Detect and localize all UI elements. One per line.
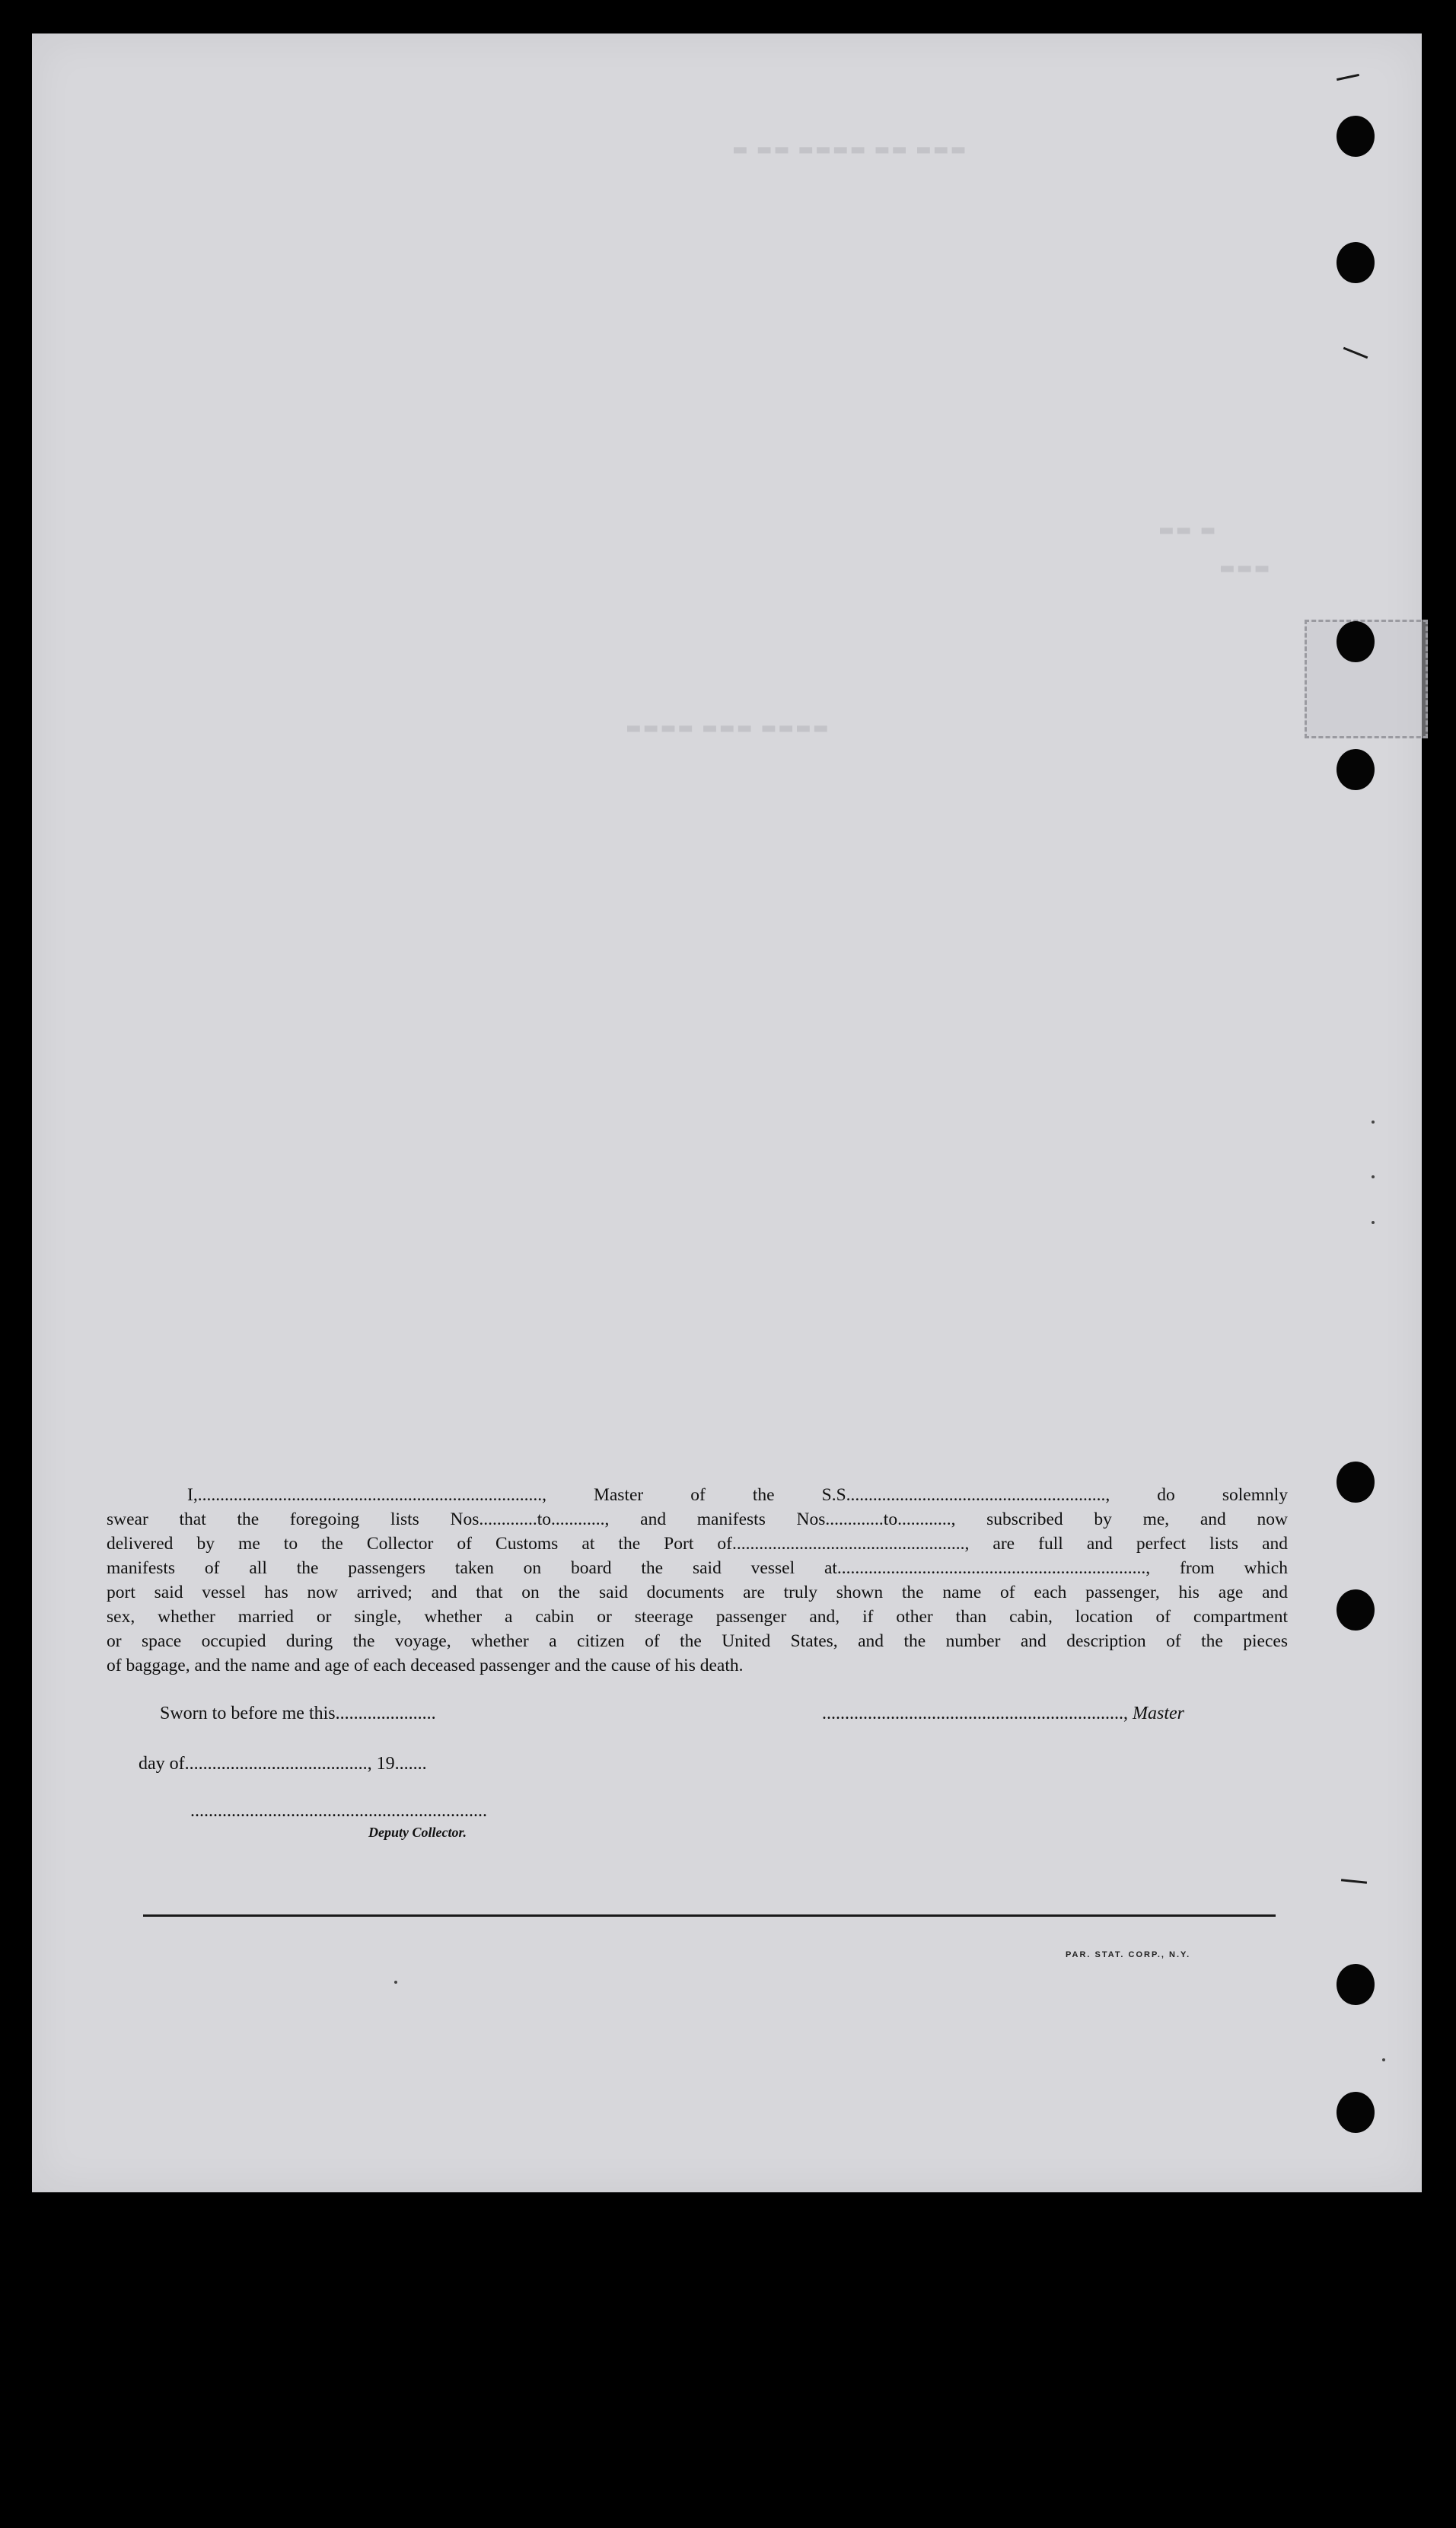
punch-hole <box>1337 621 1375 662</box>
edge-dot <box>1382 2058 1385 2061</box>
bleed-through-mark: ▬▬ ▬ <box>1158 521 1218 540</box>
oath-line: delivered by me to the Collector of Customs at the Port of...................................................., are full and perfect lists and <box>107 1534 1288 1554</box>
edge-dot <box>1372 1221 1375 1224</box>
edge-dot <box>1372 1121 1375 1124</box>
bleed-through-mark: ▬ ▬▬ ▬▬▬▬ ▬▬ ▬▬▬ <box>732 140 968 159</box>
sworn-before-line: Sworn to before me this...................... <box>160 1704 436 1723</box>
edge-dot <box>394 1981 397 1984</box>
printer-imprint: PAR. STAT. CORP., N.Y. <box>1066 1950 1191 1959</box>
edge-tick <box>1337 74 1359 81</box>
oath-line: or space occupied during the voyage, whether a citizen of the United States, and the number and description of the pieces <box>107 1631 1288 1651</box>
punch-hole <box>1337 2092 1375 2133</box>
edge-tick <box>1341 1879 1367 1884</box>
punch-hole <box>1337 749 1375 790</box>
master-signature-dots: .................................................................., <box>822 1704 1128 1723</box>
deputy-collector-label: Deputy Collector. <box>368 1825 467 1840</box>
oath-line: port said vessel has now arrived; and that on the said documents are truly shown the name of each passenger, his age and <box>107 1583 1288 1602</box>
punch-hole <box>1337 242 1375 283</box>
deputy-signature-line: ................................................................. <box>190 1801 487 1821</box>
master-signature-line <box>822 1704 1184 1724</box>
oath-line: sex, whether married or single, whether a cabin or steerage passenger and, if other than cabin, location of compartment <box>107 1607 1288 1627</box>
master-label: Master <box>1133 1704 1184 1723</box>
punch-hole <box>1337 1964 1375 2005</box>
day-of-line: day of........................................, 19....... <box>139 1754 427 1774</box>
punch-hole <box>1337 1589 1375 1631</box>
bleed-through-mark: ▬▬▬ <box>1219 559 1272 578</box>
oath-line: swear that the foregoing lists Nos.............to............, and manifests Nos.............to............, subscribed by me, and now <box>107 1509 1288 1529</box>
master-oath-paragraph <box>107 1483 1288 1678</box>
edge-dot <box>1372 1175 1375 1178</box>
oath-line: I,............................................................................., Master of the S.S.........................................................., do solemnly <box>187 1485 1288 1505</box>
punch-hole <box>1337 116 1375 157</box>
bleed-through-mark: ▬▬▬▬ ▬▬▬ ▬▬▬▬ <box>626 719 830 738</box>
punch-hole <box>1337 1462 1375 1503</box>
oath-line: manifests of all the passengers taken on board the said vessel at....................................................................., from which <box>107 1558 1288 1578</box>
edge-tick <box>1343 347 1368 359</box>
oath-line: of baggage, and the name and age of each deceased passenger and the cause of his death. <box>107 1656 744 1675</box>
manifest-page-back <box>32 33 1422 2192</box>
footer-rule <box>143 1914 1276 1917</box>
